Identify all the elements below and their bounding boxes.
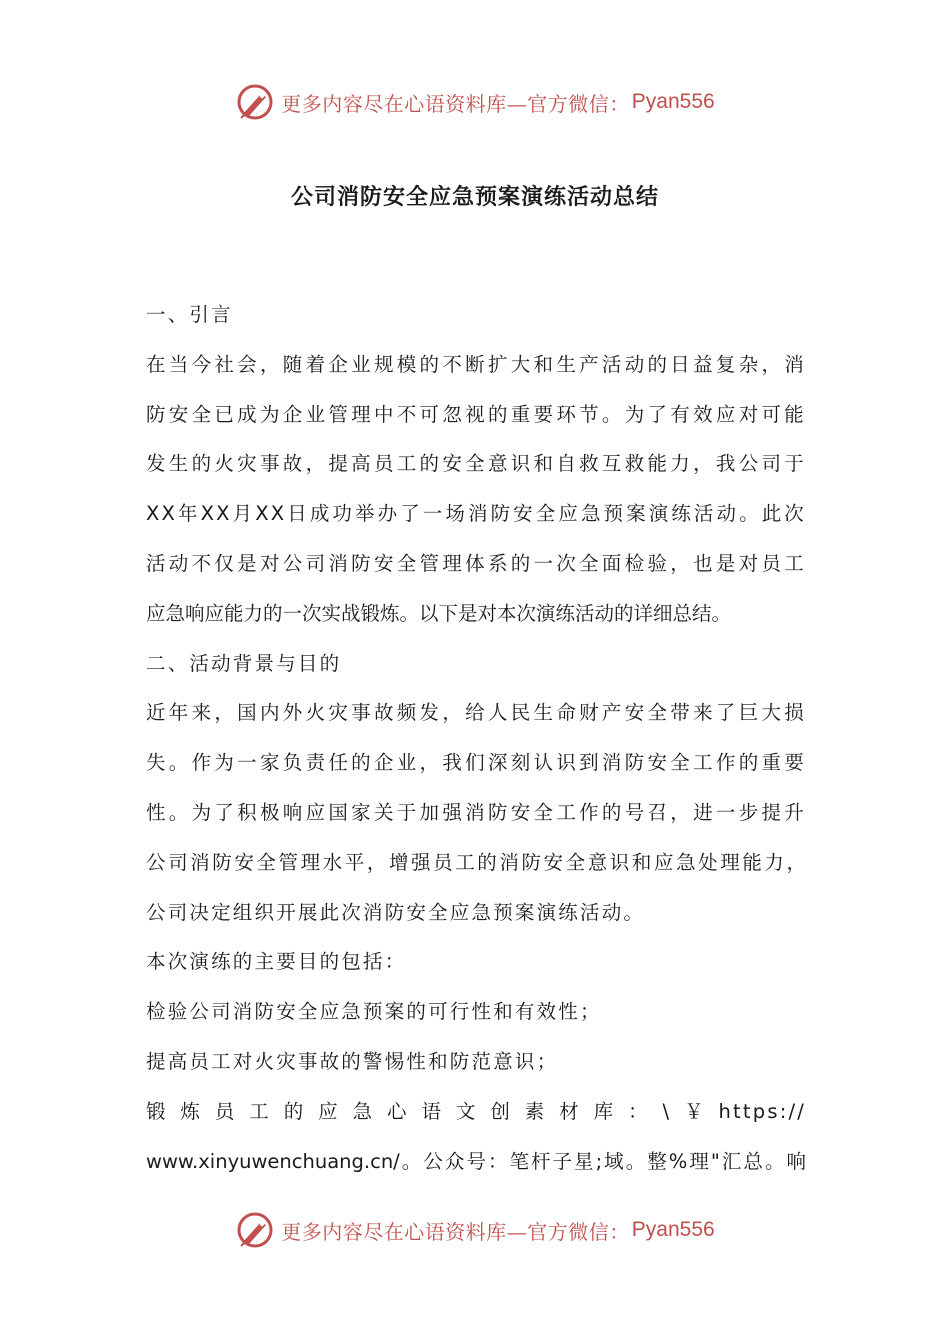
paragraph-line: 性。为了积极响应国家关于加强消防安全工作的号召，进一步提升 — [146, 800, 806, 824]
list-item: 提高员工对火灾事故的警惕性和防范意识； — [146, 1049, 559, 1073]
pen-nib-logo-icon — [235, 82, 275, 122]
footer-banner — [0, 1208, 950, 1252]
paragraph-line: 失。作为一家负责任的企业，我们深刻认识到消防安全工作的重要 — [146, 751, 806, 775]
list-item: 检验公司消防安全应急预案的可行性和有效性； — [146, 1000, 602, 1024]
paragraph-line: 本次演练的主要目的包括： — [146, 950, 407, 974]
pen-nib-logo-icon — [235, 1210, 275, 1250]
document-title: 公司消防安全应急预案演练活动总结 — [290, 185, 659, 210]
section-heading: 一、引言 — [146, 303, 233, 326]
paragraph-line: 公司消防安全管理水平，增强员工的消防安全意识和应急处理能力， — [146, 850, 806, 874]
document-body — [146, 290, 806, 1186]
banner-wechat-id: Pyan556 — [631, 1218, 715, 1241]
list-item: 锻炼员工的应急心语文创素材库：\￥https:// — [146, 1099, 806, 1123]
paragraph-line: 防安全已成为企业管理中不可忽视的重要环节。为了有效应对可能 — [146, 402, 806, 426]
banner-wechat-id: Pyan556 — [631, 90, 715, 113]
paragraph-line: 近年来，国内外火灾事故频发，给人民生命财产安全带来了巨大损 — [146, 701, 806, 725]
paragraph-line: 应急响应能力的一次实战锻炼。以下是对本次演练活动的详细总结。 — [146, 601, 732, 625]
banner-text: 更多内容尽在心语资料库—官方微信： — [281, 1219, 630, 1244]
paragraph-line: 活动不仅是对公司消防安全管理体系的一次全面检验，也是对员工 — [146, 551, 806, 575]
paragraph-line: 发生的火灾事故，提高员工的安全意识和自救互救能力，我公司于 — [146, 452, 806, 476]
banner-text: 更多内容尽在心语资料库—官方微信： — [281, 91, 630, 116]
section-heading: 二、活动背景与目的 — [146, 651, 342, 675]
header-banner — [0, 80, 950, 124]
paragraph-line: 公司决定组织开展此次消防安全应急预案演练活动。 — [146, 900, 646, 924]
paragraph-line: 在当今社会，随着企业规模的不断扩大和生产活动的日益复杂，消 — [146, 352, 806, 376]
paragraph-line: XX年XX月XX日成功举办了一场消防安全应急预案演练活动。此次 — [146, 502, 806, 526]
paragraph-line: www.xinyuwenchuang.cn/。公众号：笔杆子星;域。整%理"汇总。响 — [146, 1149, 806, 1173]
